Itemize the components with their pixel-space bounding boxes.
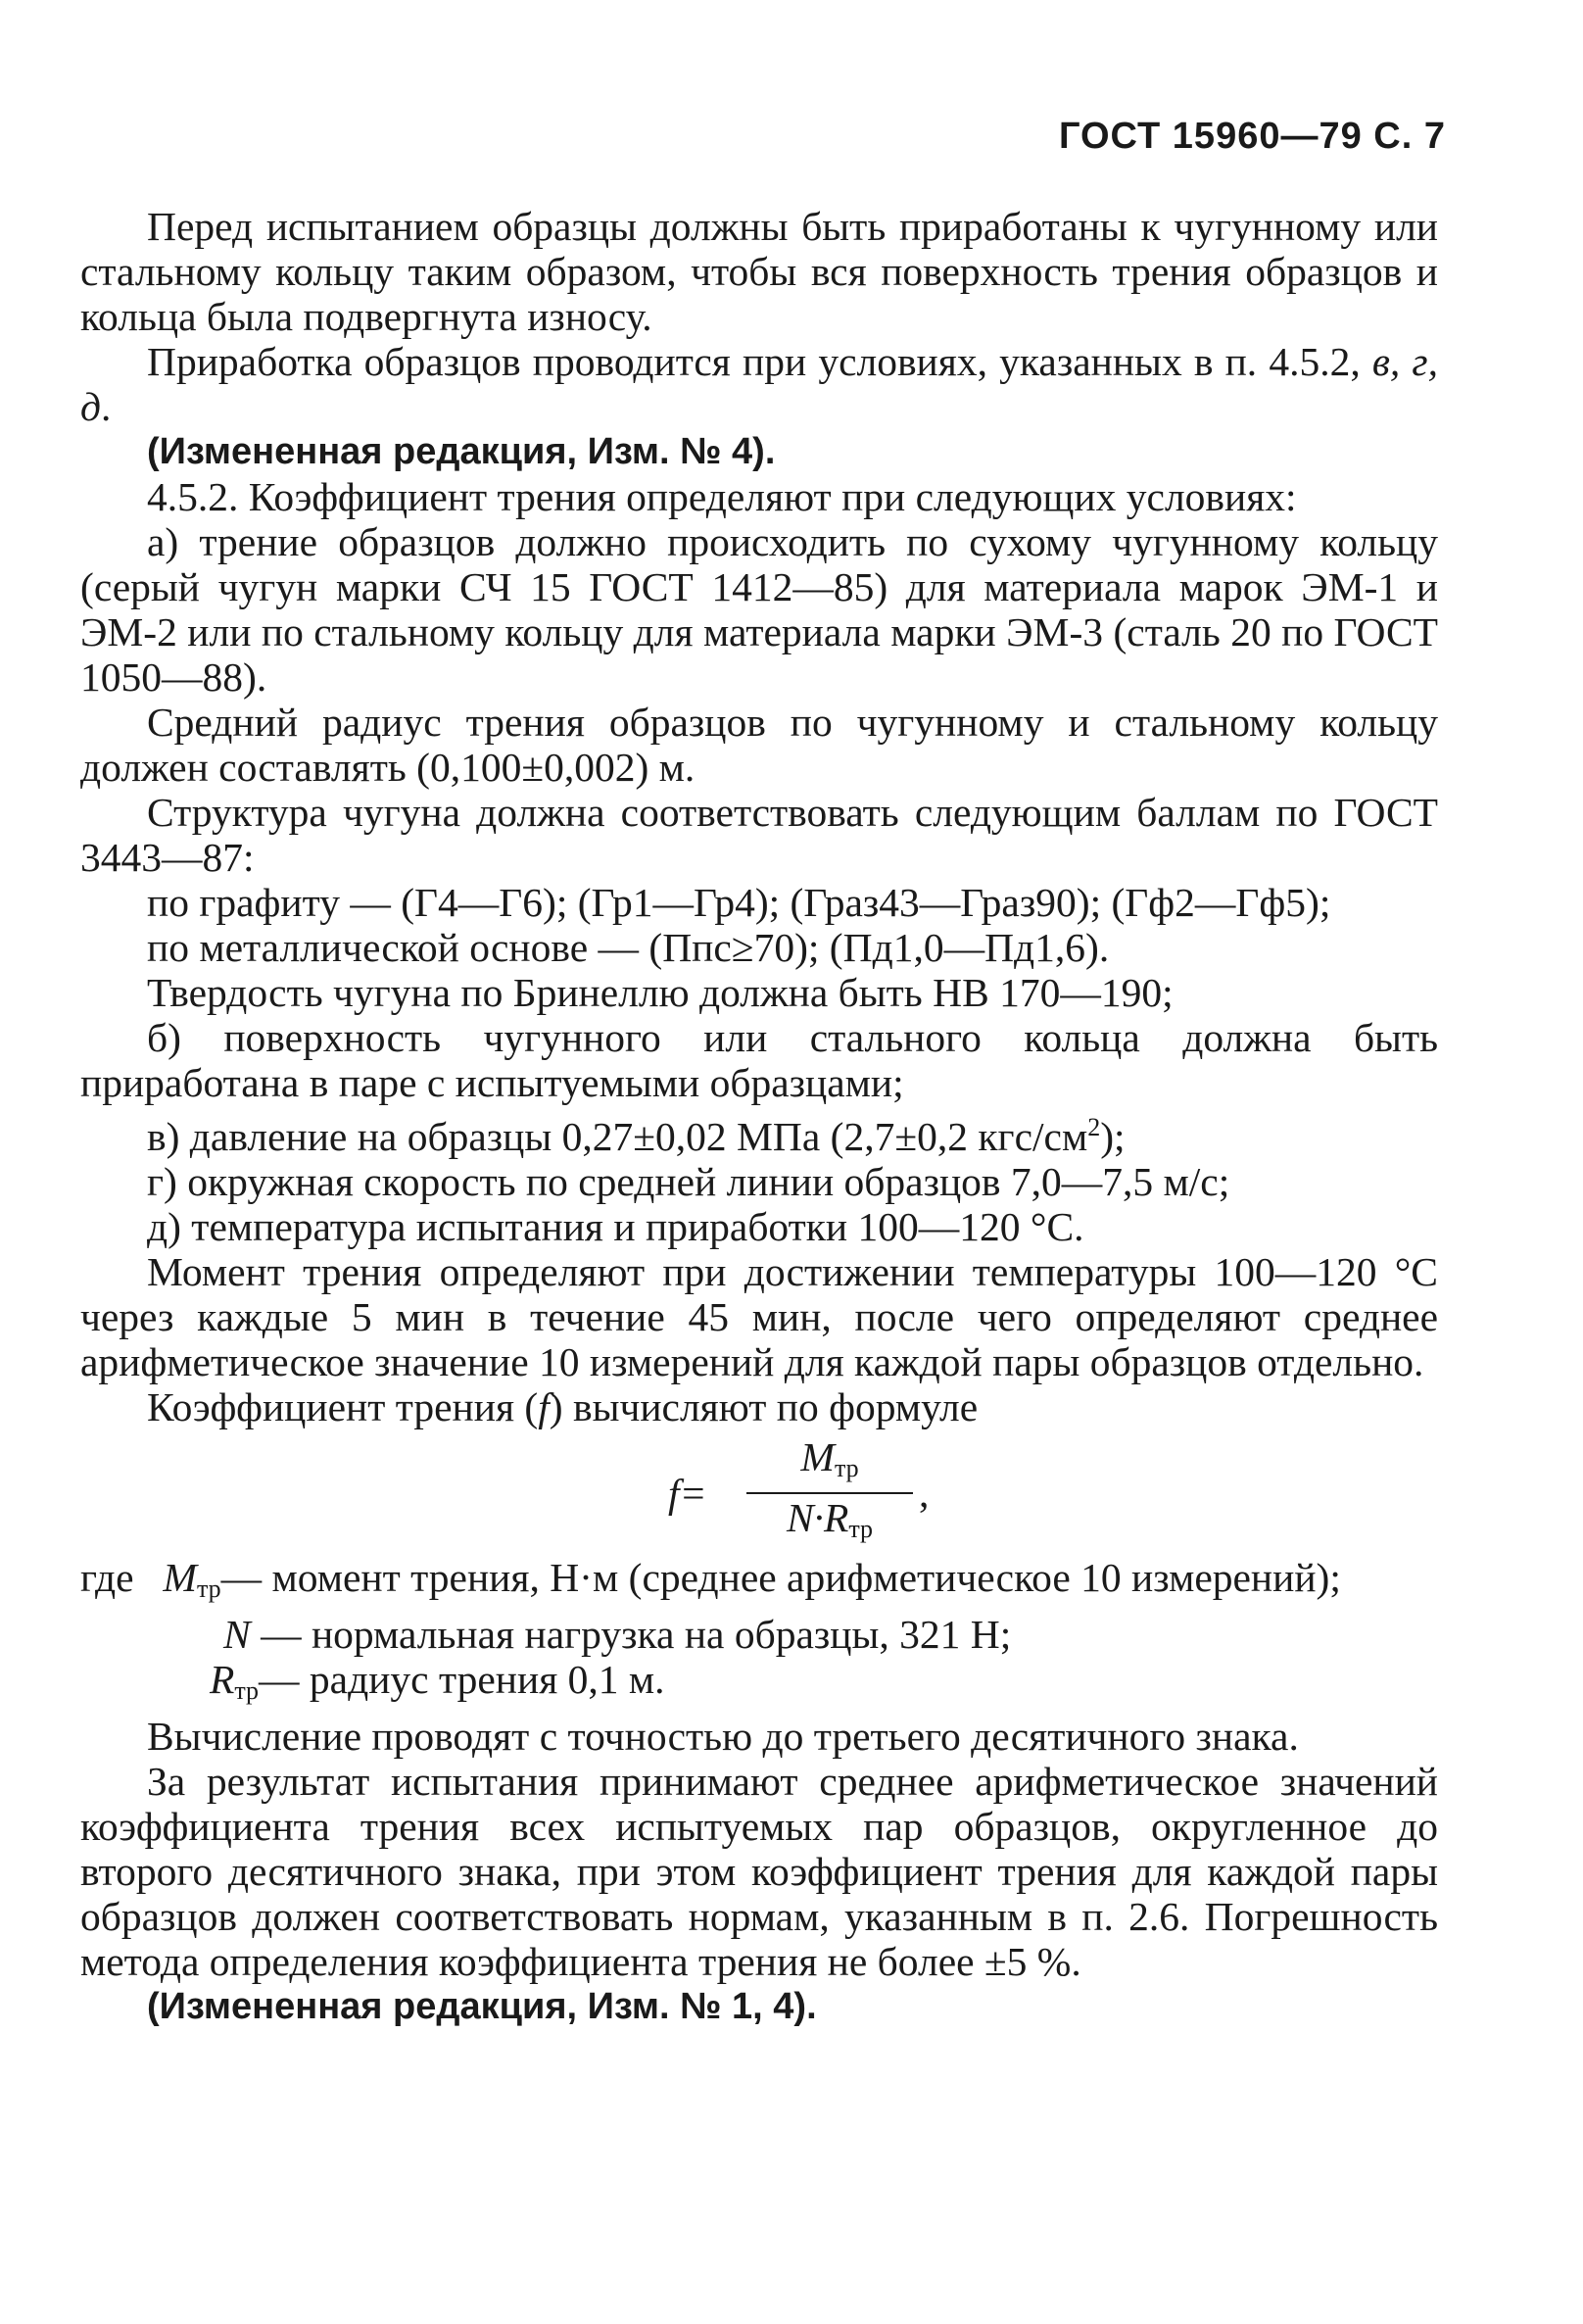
formula-num-symbol: M <box>800 1433 835 1479</box>
formula-intro-symbol: f <box>538 1383 550 1429</box>
paragraph-structure: Структура чугуна должна соответствовать следующим баллам по ГОСТ 3443—87: <box>80 790 1438 880</box>
paragraph-hardness: Твердость чугуна по Бринеллю должна быть НВ 170—190; <box>147 970 1174 1015</box>
condition-a: а) трение образцов должно происходить по сухому чугунному кольцу (серый чугун марки СЧ 15 ГОСТ 1412—85) для материала марок ЭМ-1 и ЭМ-2 или по стальному кольцу для материала марки ЭМ-3 (сталь 20 по ГОСТ 1050—88). <box>80 519 1438 700</box>
legend-where: где <box>80 1554 134 1600</box>
legend-m-subscript: тр <box>196 1574 221 1603</box>
condition-v <box>80 1105 1438 1159</box>
legend-n <box>80 1612 1438 1657</box>
formula-lhs: f= <box>668 1470 707 1516</box>
condition-g: г) окружная скорость по средней линии образцов 7,0—7,5 м/с; <box>147 1158 1230 1204</box>
condition-v-end: ); <box>1100 1113 1126 1159</box>
condition-d: д) температура испытания и приработки 100—120 °С. <box>147 1203 1084 1249</box>
paragraph-graphite: по графиту — (Г4—Г6); (Гр1—Гр4); (Граз43—Граз90); (Гф2—Гф5); <box>147 880 1331 925</box>
paragraph-running-conditions <box>80 339 1438 429</box>
formula-num-subscript: тр <box>834 1453 859 1482</box>
running-conditions-text: Приработка образцов проводится при условиях, указанных в п. 4.5.2, <box>147 339 1361 384</box>
formula-fraction <box>746 1435 913 1551</box>
legend-r-text: — радиус трения 0,1 м. <box>259 1656 665 1702</box>
document-body <box>80 204 1438 2029</box>
paragraph-result: За результат испытания принимают среднее арифметическое значений коэффициента трения всех испытуемых пар образцов, округленное до второго десятичного знака, при этом коэффициент трения для каждой пары образцов должен соответствовать нормам, указанным в п. 2.6. Погрешность метода определения коэффициента трения не более ±5 %. <box>80 1758 1438 1984</box>
legend-n-symbol: N <box>223 1611 251 1657</box>
running-conditions-items: в, г, д <box>80 339 1438 429</box>
running-conditions-period: . <box>101 384 112 429</box>
formula-denominator <box>746 1496 913 1551</box>
amendment-note-1-4: (Измененная редакция, Изм. № 1, 4). <box>147 1985 817 2027</box>
paragraph-metal-base: по металлической основе — (Ппс≥70); (Пд1,0—Пд1,6). <box>147 925 1110 970</box>
formula-intro-end: ) вычисляют по формуле <box>549 1383 979 1429</box>
friction-formula <box>80 1435 1438 1551</box>
condition-v-superscript: 2 <box>1087 1113 1101 1141</box>
legend-n-text: — нормальная нагрузка на образцы, 321 Н; <box>261 1611 1012 1657</box>
formula-intro-text: Коэффициент трения ( <box>147 1383 539 1429</box>
paragraph-torque: Момент трения определяют при достижении температуры 100—120 °С через каждые 5 мин в течение 45 мин, после чего определяют среднее арифметическое значение 10 измерений для каждой пары образцов отдельно. <box>80 1248 1438 1384</box>
fraction-bar <box>746 1492 913 1494</box>
condition-v-text: в) давление на образцы 0,27±0,02 МПа (2,7±0,2 кгс/см <box>147 1113 1088 1159</box>
paragraph-running-in: Перед испытанием образцы должны быть приработаны к чугунному или стальному кольцу таким образом, чтобы вся поверхность трения образцов и кольца была подвергнута износу. <box>80 204 1438 339</box>
paragraph-precision: Вычисление проводят с точностью до третьего десятичного знака. <box>147 1713 1299 1759</box>
legend-r-subscript: тр <box>234 1675 260 1705</box>
legend-m-text: — момент трения, Н·м (среднее арифметическое 10 измерений); <box>220 1554 1341 1600</box>
legend-m-symbol: M <box>163 1554 197 1600</box>
formula-den-subscript: тр <box>848 1514 874 1543</box>
formula-den-symbol: N·R <box>786 1494 849 1540</box>
legend-r <box>80 1657 1438 1714</box>
paragraph-formula-intro <box>80 1384 1438 1429</box>
paragraph-radius: Средний радиус трения образцов по чугунному и стальному кольцу должен составлять (0,100±0,002) м. <box>80 700 1438 790</box>
legend-m <box>80 1555 1438 1612</box>
page-header: ГОСТ 15960—79 С. 7 <box>1058 116 1446 157</box>
formula-comma: , <box>919 1470 930 1516</box>
amendment-note-4: (Измененная редакция, Изм. № 4). <box>147 431 776 472</box>
clause-4-5-2: 4.5.2. Коэффициент трения определяют при следующих условиях: <box>147 474 1297 519</box>
formula-numerator <box>746 1435 913 1490</box>
condition-b: б) поверхность чугунного или стального кольца должна быть приработана в паре с испытуемыми образцами; <box>80 1015 1438 1105</box>
legend-r-symbol: R <box>210 1656 235 1702</box>
